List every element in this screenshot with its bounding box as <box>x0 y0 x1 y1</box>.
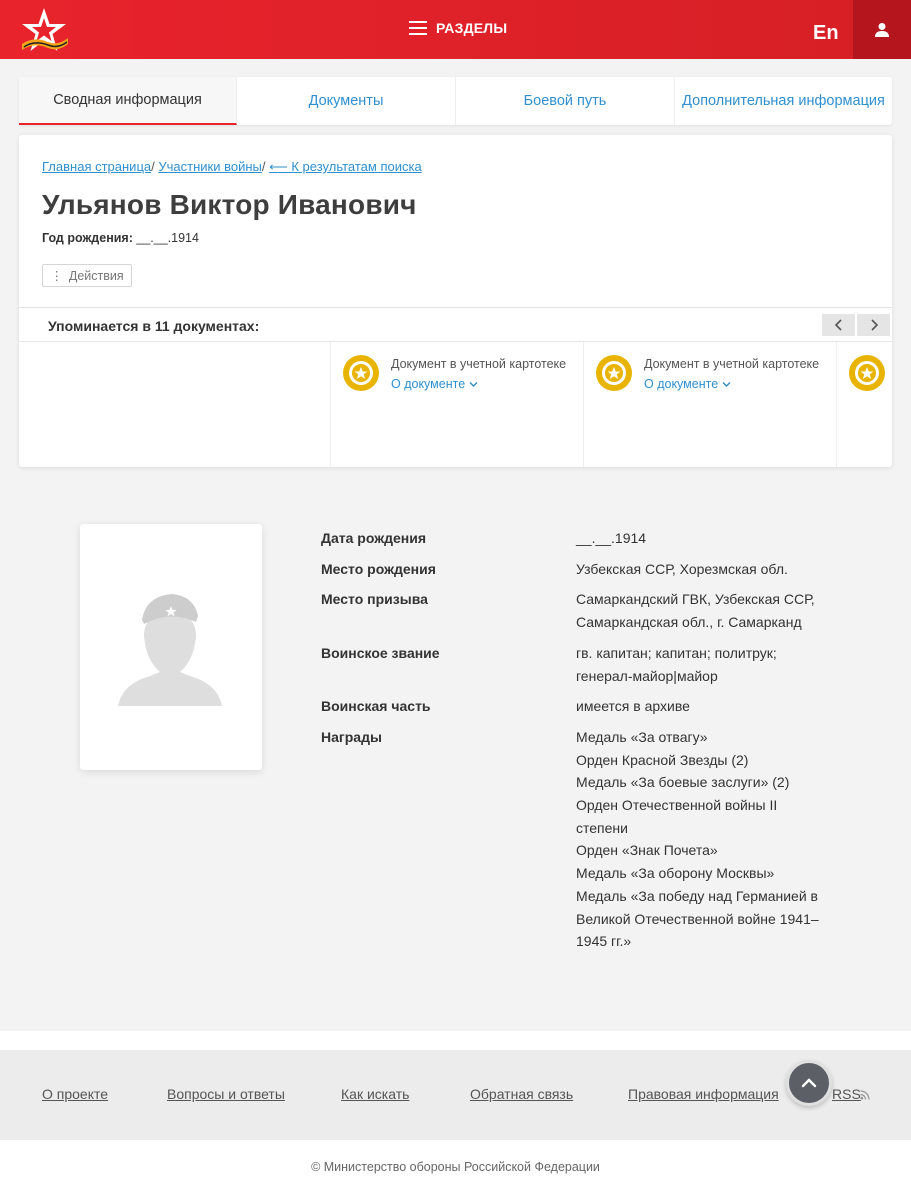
carousel-prev-button[interactable] <box>822 314 855 336</box>
mentions-count: Упоминается в 11 документах: <box>48 318 260 334</box>
carousel-controls <box>822 314 890 336</box>
info-value-line: гв. капитан; капитан; политрук; <box>576 644 777 661</box>
document-type: Документ в учетной картотеке <box>644 357 820 371</box>
medal-icon <box>848 354 886 392</box>
footer-link-faq[interactable]: Вопросы и ответы <box>167 1086 285 1102</box>
document-card[interactable] <box>583 342 836 467</box>
chevron-right-icon <box>869 319 879 331</box>
info-value <box>576 642 831 687</box>
info-value: Узбекская ССР, Хорезмская обл. <box>576 560 788 577</box>
tab-summary[interactable]: Сводная информация <box>19 77 237 125</box>
back-to-results-link[interactable]: ⟵ К результатам поиска <box>269 159 422 174</box>
user-account-button[interactable] <box>853 0 911 59</box>
award-line: Орден Отечественной войны II <box>576 797 778 814</box>
info-row-unit <box>321 695 831 718</box>
footer-link-feedback[interactable]: Обратная связь <box>470 1086 574 1102</box>
copyright-text: © Министерство обороны Российской Федерации <box>311 1160 600 1174</box>
breadcrumb-home-link[interactable]: Главная страница <box>42 159 152 174</box>
info-value: __.__.1914 <box>576 530 647 546</box>
award-line: Медаль «За отвагу» <box>576 728 708 745</box>
info-value-line: Самаркандская обл., г. Самарканд <box>576 614 802 631</box>
footer-link-about[interactable]: О проекте <box>42 1086 109 1102</box>
breadcrumb-separator: / <box>151 159 155 174</box>
breadcrumb-separator: / <box>261 159 266 174</box>
tab-additional-info[interactable]: Дополнительная информация <box>682 93 885 109</box>
vertical-dots-icon: ⋮ <box>50 269 63 283</box>
hamburger-icon <box>409 21 427 35</box>
info-label: Место призыва <box>321 591 428 608</box>
info-value <box>576 588 831 633</box>
tab-documents[interactable]: Документы <box>237 77 456 125</box>
breadcrumb <box>42 159 422 175</box>
info-label: Воинская часть <box>321 698 431 715</box>
actions-label: Действия <box>68 268 124 283</box>
tab-bar <box>19 77 892 125</box>
document-card-partial[interactable] <box>836 342 892 467</box>
language-switch[interactable]: En <box>813 22 839 44</box>
info-row-birth-place <box>321 558 831 581</box>
medal-icon <box>595 354 633 392</box>
award-line: Медаль «За боевые заслуги» (2) <box>576 774 790 791</box>
footer-link-rss[interactable]: RSS <box>832 1086 861 1102</box>
breadcrumb-participants-link[interactable]: Участники войны <box>158 159 262 174</box>
document-card[interactable] <box>330 342 583 467</box>
copyright-bar <box>0 1140 911 1200</box>
sections-menu-label: РАЗДЕЛЫ <box>436 20 508 36</box>
chevron-down-icon <box>722 381 731 388</box>
document-type: Документ в учетной картотеке <box>391 357 567 371</box>
about-document-link[interactable] <box>391 377 478 391</box>
award-line: 1945 гг.» <box>576 933 632 950</box>
sections-menu-button[interactable] <box>409 20 507 36</box>
info-value: имеется в архиве <box>576 698 690 715</box>
info-label: Награды <box>321 728 382 745</box>
about-document-label: О документе <box>391 377 466 391</box>
info-row-awards <box>321 726 831 953</box>
award-line: Орден Красной Звезды (2) <box>576 751 749 768</box>
person-info-table <box>321 527 831 961</box>
award-line: степени <box>576 819 628 836</box>
documents-carousel <box>330 342 892 467</box>
person-card <box>19 135 892 467</box>
award-line: Великой Отечественной войне 1941– <box>576 910 819 927</box>
star-logo-icon[interactable] <box>18 6 70 54</box>
info-value <box>576 726 831 953</box>
carousel-next-button[interactable] <box>857 314 890 336</box>
chevron-left-icon <box>834 319 844 331</box>
soldier-silhouette-icon <box>80 524 262 770</box>
divider <box>19 307 892 308</box>
info-value-line: Самаркандский ГВК, Узбекская ССР, <box>576 591 815 608</box>
birth-year-label: Год рождения: <box>42 231 133 245</box>
scroll-to-top-button[interactable] <box>786 1060 832 1106</box>
about-document-link[interactable] <box>644 377 731 391</box>
award-line: Медаль «За оборону Москвы» <box>576 865 775 882</box>
award-line: Медаль «За победу над Германией в <box>576 887 818 904</box>
info-row-birth-date <box>321 527 831 550</box>
actions-button[interactable] <box>42 264 132 287</box>
info-value-line: генерал-майор|майор <box>576 667 718 684</box>
photo-placeholder <box>80 524 262 770</box>
medal-icon <box>342 354 380 392</box>
info-label: Дата рождения <box>321 530 427 546</box>
award-line: Орден «Знак Почета» <box>576 842 718 859</box>
info-row-rank <box>321 642 831 687</box>
chevron-up-icon <box>801 1078 817 1088</box>
page-title: Ульянов Виктор Иванович <box>42 189 417 220</box>
chevron-down-icon <box>469 381 478 388</box>
birth-year-value: __.__.1914 <box>136 231 199 245</box>
footer-link-how-to-search[interactable]: Как искать <box>341 1086 410 1102</box>
rss-icon <box>860 1090 870 1100</box>
footer-link-legal[interactable]: Правовая информация <box>628 1086 779 1102</box>
info-label: Место рождения <box>321 560 436 577</box>
info-label: Воинское звание <box>321 644 440 661</box>
user-icon <box>874 22 890 38</box>
about-document-label: О документе <box>644 377 719 391</box>
site-header <box>0 0 911 59</box>
info-row-conscription-place <box>321 588 831 633</box>
site-footer <box>0 1050 911 1140</box>
birth-year-line <box>42 231 199 245</box>
footer-spacer <box>0 1031 911 1050</box>
tab-combat-path[interactable]: Боевой путь <box>456 77 675 125</box>
